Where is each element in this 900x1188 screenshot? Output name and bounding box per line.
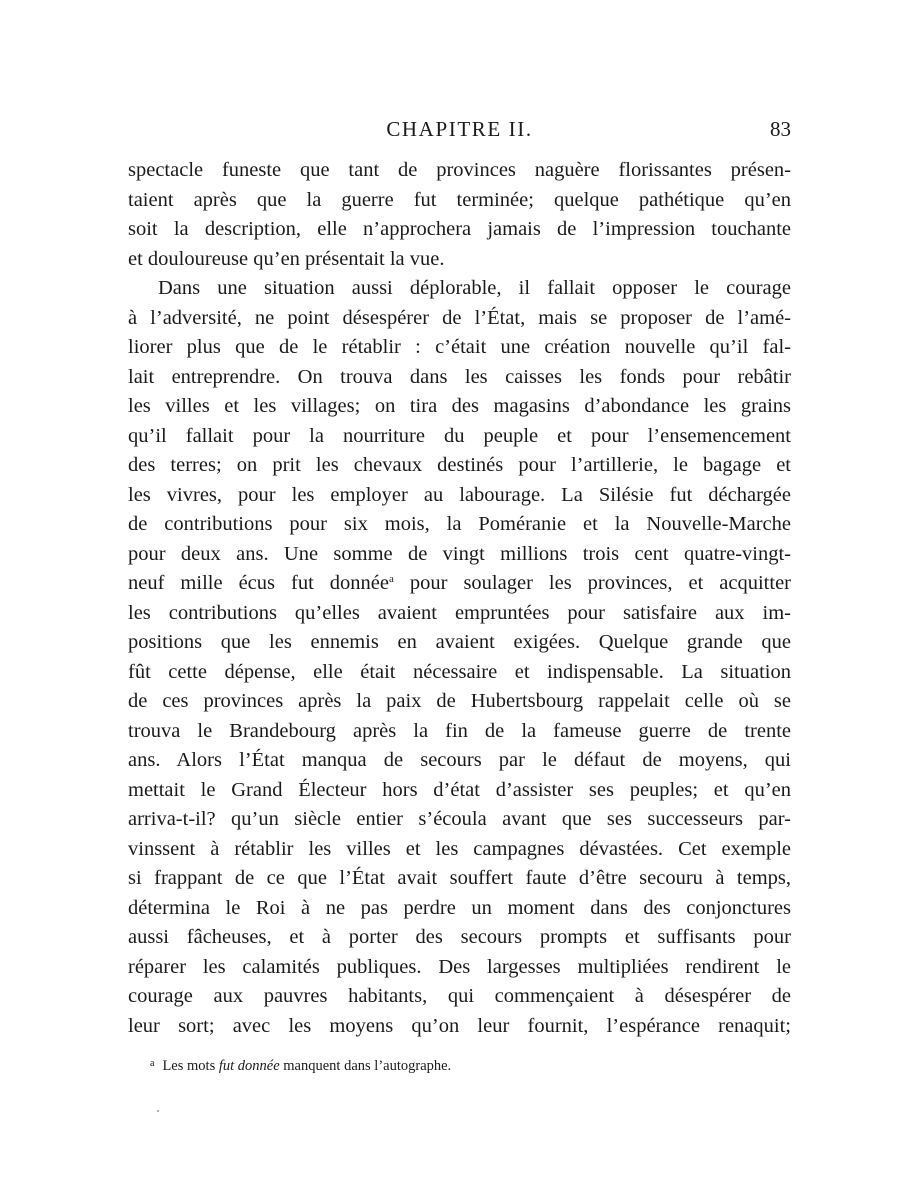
text-line: Dans une situation aussi déplorable, il fallait opposer le courage: [158, 277, 791, 299]
text-line: liorer plus que de le rétablir : c’était une création nouvelle qu’il fal-: [128, 336, 791, 358]
chapter-title: CHAPITRE II.: [386, 117, 533, 141]
text-line: les vivres, pour les employer au labourage. La Silésie fut déchargée: [128, 483, 791, 506]
text-line: réparer les calamités publiques. Des largesses multipliées rendirent le: [128, 955, 791, 978]
paper-speck: [157, 1110, 159, 1112]
text-line: les contributions qu’elles avaient empruntées pour satisfaire aux im-: [128, 601, 791, 624]
text-line: taient après que la guerre fut terminée; quelque pathétique qu’en: [128, 188, 791, 211]
text-line: trouva le Brandebourg après la fin de la fameuse guerre de trente: [128, 719, 791, 742]
text-line: pour deux ans. Une somme de vingt millions trois cent quatre-vingt-: [128, 542, 791, 565]
text-line: détermina le Roi à ne pas perdre un moment dans des conjonctures: [128, 896, 791, 919]
text-line: aussi fâcheuses, et à porter des secours prompts et suffisants pour: [128, 926, 791, 948]
text-line: courage aux pauvres habitants, qui commençaient à désespérer de: [128, 985, 791, 1007]
text-line: vinssent à rétablir les villes et les campagnes dévastées. Cet exemple: [128, 837, 791, 860]
text-line: des terres; on prit les chevaux destinés pour l’artillerie, le bagage et: [128, 454, 791, 476]
text-line: arriva-t-il? qu’un siècle entier s’écoula avant que ses successeurs par-: [128, 808, 791, 830]
text-line: qu’il fallait pour la nourriture du peuple et pour l’ensemencement: [128, 424, 791, 447]
footnote: [150, 1054, 451, 1076]
text-line: soit la description, elle n’approchera jamais de l’impression touchante: [128, 218, 791, 240]
text-line: de contributions pour six mois, la Poméranie et la Nouvelle-Marche: [128, 513, 791, 535]
footnote-marker: a: [150, 1058, 155, 1069]
page-number: 83: [770, 117, 791, 141]
text-line: à l’adversité, ne point désespérer de l’État, mais se proposer de l’amé-: [128, 306, 791, 329]
footnote-prefix: Les mots: [162, 1058, 216, 1074]
text-segment: neuf mille écus fut donnée: [128, 572, 389, 594]
footnote-suffix: manquent dans l’autographe.: [283, 1058, 452, 1074]
text-line: mettait le Grand Électeur hors d’état d’assister ses peuples; et qu’en: [128, 778, 791, 801]
footnote-reference: a: [388, 573, 394, 585]
text-line: ans. Alors l’État manqua de secours par le défaut de moyens, qui: [128, 749, 791, 771]
text-line: et douloureuse qu’en présentait la vue.: [128, 247, 445, 270]
text-line: si frappant de ce que l’État avait souffert faute d’être secouru à temps,: [128, 867, 791, 889]
text-line: de ces provinces après la paix de Hubertsbourg rappelait celle où se: [128, 690, 791, 712]
text-line: fût cette dépense, elle était nécessaire et indispensable. La situation: [128, 660, 791, 683]
body-text: [128, 156, 791, 1041]
footnote-italic-text: fut donnée: [218, 1058, 280, 1074]
text-line: lait entreprendre. On trouva dans les caisses les fonds pour rebâtir: [128, 365, 791, 388]
text-line-with-note: [128, 569, 791, 599]
text-line: leur sort; avec les moyens qu’on leur fournit, l’espérance renaquit;: [128, 1014, 791, 1037]
text-line: spectacle funeste que tant de provinces naguère florissantes présen-: [128, 159, 791, 181]
text-line: positions que les ennemis en avaient exigées. Quelque grande que: [128, 631, 791, 653]
running-head: [128, 113, 791, 145]
text-line: les villes et les villages; on tira des magasins d’abondance les grains: [128, 395, 791, 417]
text-segment: pour soulager les provinces, et acquitter: [393, 572, 792, 594]
